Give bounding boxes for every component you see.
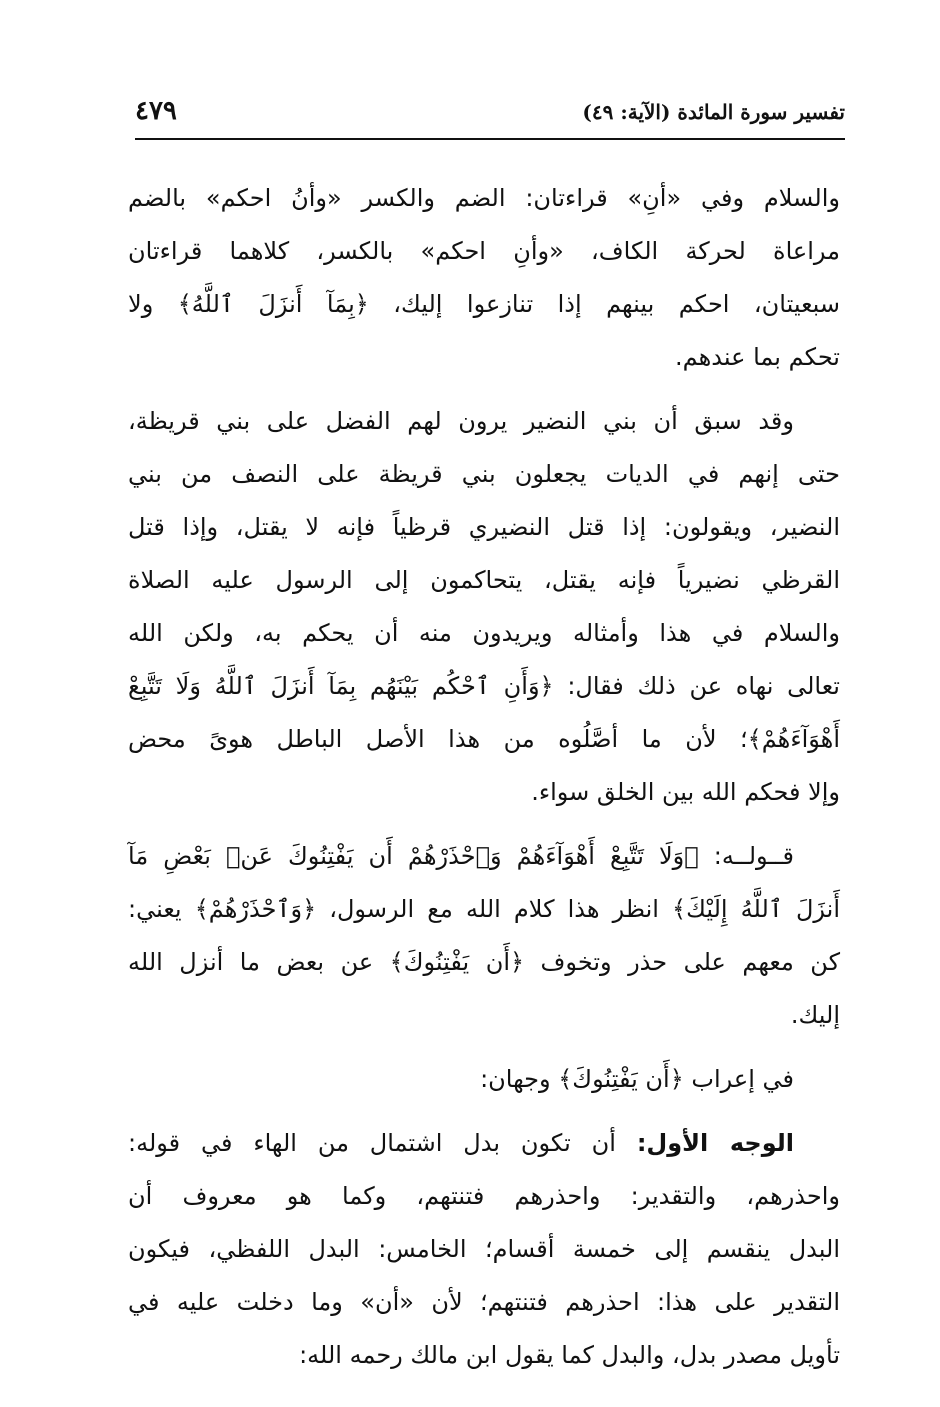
- paragraph-1: [128, 172, 840, 384]
- text-line: قــولــه: ﴿وَلَا تَتَّبِعْ أَهْوَآءَهُمْ وَٱحْذَرْهُمْ أَن يَفْتِنُوكَ عَنۢ بَعْضِ مَآ: [128, 842, 794, 870]
- text-line: البدل ينقسم إلى خمسة أقسام؛ الخامس: البدل اللفظي، فيكون: [128, 1235, 840, 1263]
- text-line: واحذرهم، والتقدير: واحذرهم فتنتهم، وكما هو معروف أن: [128, 1182, 840, 1210]
- paragraph-4: [128, 1053, 840, 1106]
- text-line: حتى إنهم في الديات يجعلون بني قريظة على النصف من بني: [128, 460, 840, 488]
- text-line: تأويل مصدر بدل، والبدل كما يقول ابن مالك رحمه الله:: [299, 1341, 840, 1369]
- paragraph-3: [128, 830, 840, 1042]
- page-number: ٤٧٩: [135, 96, 177, 126]
- text-line: في إعراب ﴿أَن يَفْتِنُوكَ﴾ وجهان:: [480, 1065, 794, 1093]
- text-line: سبعيتان، احكم بينهم إذا تنازعوا إليك، ﴿بِمَآ أَنزَلَ ٱللَّهُ﴾ ولا: [128, 290, 840, 318]
- running-title: تفسير سورة المائدة (الآية: ٤٩): [582, 100, 845, 124]
- text-line: وقد سبق أن بني النضير يرون لهم الفضل على بني قريظة،: [128, 407, 794, 435]
- paragraph-5: [128, 1117, 840, 1382]
- running-header: [135, 94, 845, 136]
- text-line: تحكم بما عندهم.: [675, 343, 840, 371]
- header-rule: [135, 138, 845, 140]
- text-line: القرظي نضيرياً فإنه يقتل، يتحاكمون إلى الرسول عليه الصلاة: [128, 566, 840, 594]
- text-line: وإلا فحكم الله بين الخلق سواء.: [531, 778, 840, 806]
- text-line: والسلام في هذا وأمثاله ويريدون منه أن يحكم به، ولكن الله: [128, 619, 840, 647]
- text-line: والسلام وفي «أنِ» قراءتان: الضم والكسر «وأنُ احكم» بالضم: [128, 184, 840, 212]
- text-line: التقدير على هذا: احذرهم فتنتهم؛ لأن «أن» وما دخلت عليه في: [128, 1288, 840, 1316]
- text-line: أَهْوَآءَهُمْ﴾؛ لأن ما أصَّلُوه من هذا الأصل الباطل هوىً محض: [128, 725, 840, 753]
- text-run: أن تكون بدل اشتمال من الهاء في قوله:: [128, 1129, 637, 1157]
- text-line: كن معهم على حذر وتخوف ﴿أَن يَفْتِنُوكَ﴾ عن بعض ما أنزل الله: [128, 948, 840, 976]
- text-line: النضير، ويقولون: إذا قتل النضيري قرظياً فإنه لا يقتل، وإذا قتل: [128, 513, 840, 541]
- section-heading: الوجه الأول:: [636, 1129, 794, 1157]
- text-line: أَنزَلَ ٱللَّهُ إِلَيْكَ﴾ انظر هذا كلام الله مع الرسول، ﴿وَٱحْذَرْهُمْ﴾ يعني:: [128, 895, 840, 923]
- text-line: [128, 1117, 840, 1170]
- page-body: [128, 172, 840, 1382]
- paragraph-2: [128, 395, 840, 819]
- text-line: إليك.: [790, 1001, 840, 1029]
- text-line: مراعاة لحركة الكاف، «وأنِ احكم» بالكسر، كلاهما قراءتان: [128, 237, 840, 265]
- text-line: تعالى نهاه عن ذلك فقال: ﴿وَأَنِ ٱحْكُم بَيْنَهُم بِمَآ أَنزَلَ ٱللَّهُ وَلَا تَتَّبِعْ: [128, 672, 840, 700]
